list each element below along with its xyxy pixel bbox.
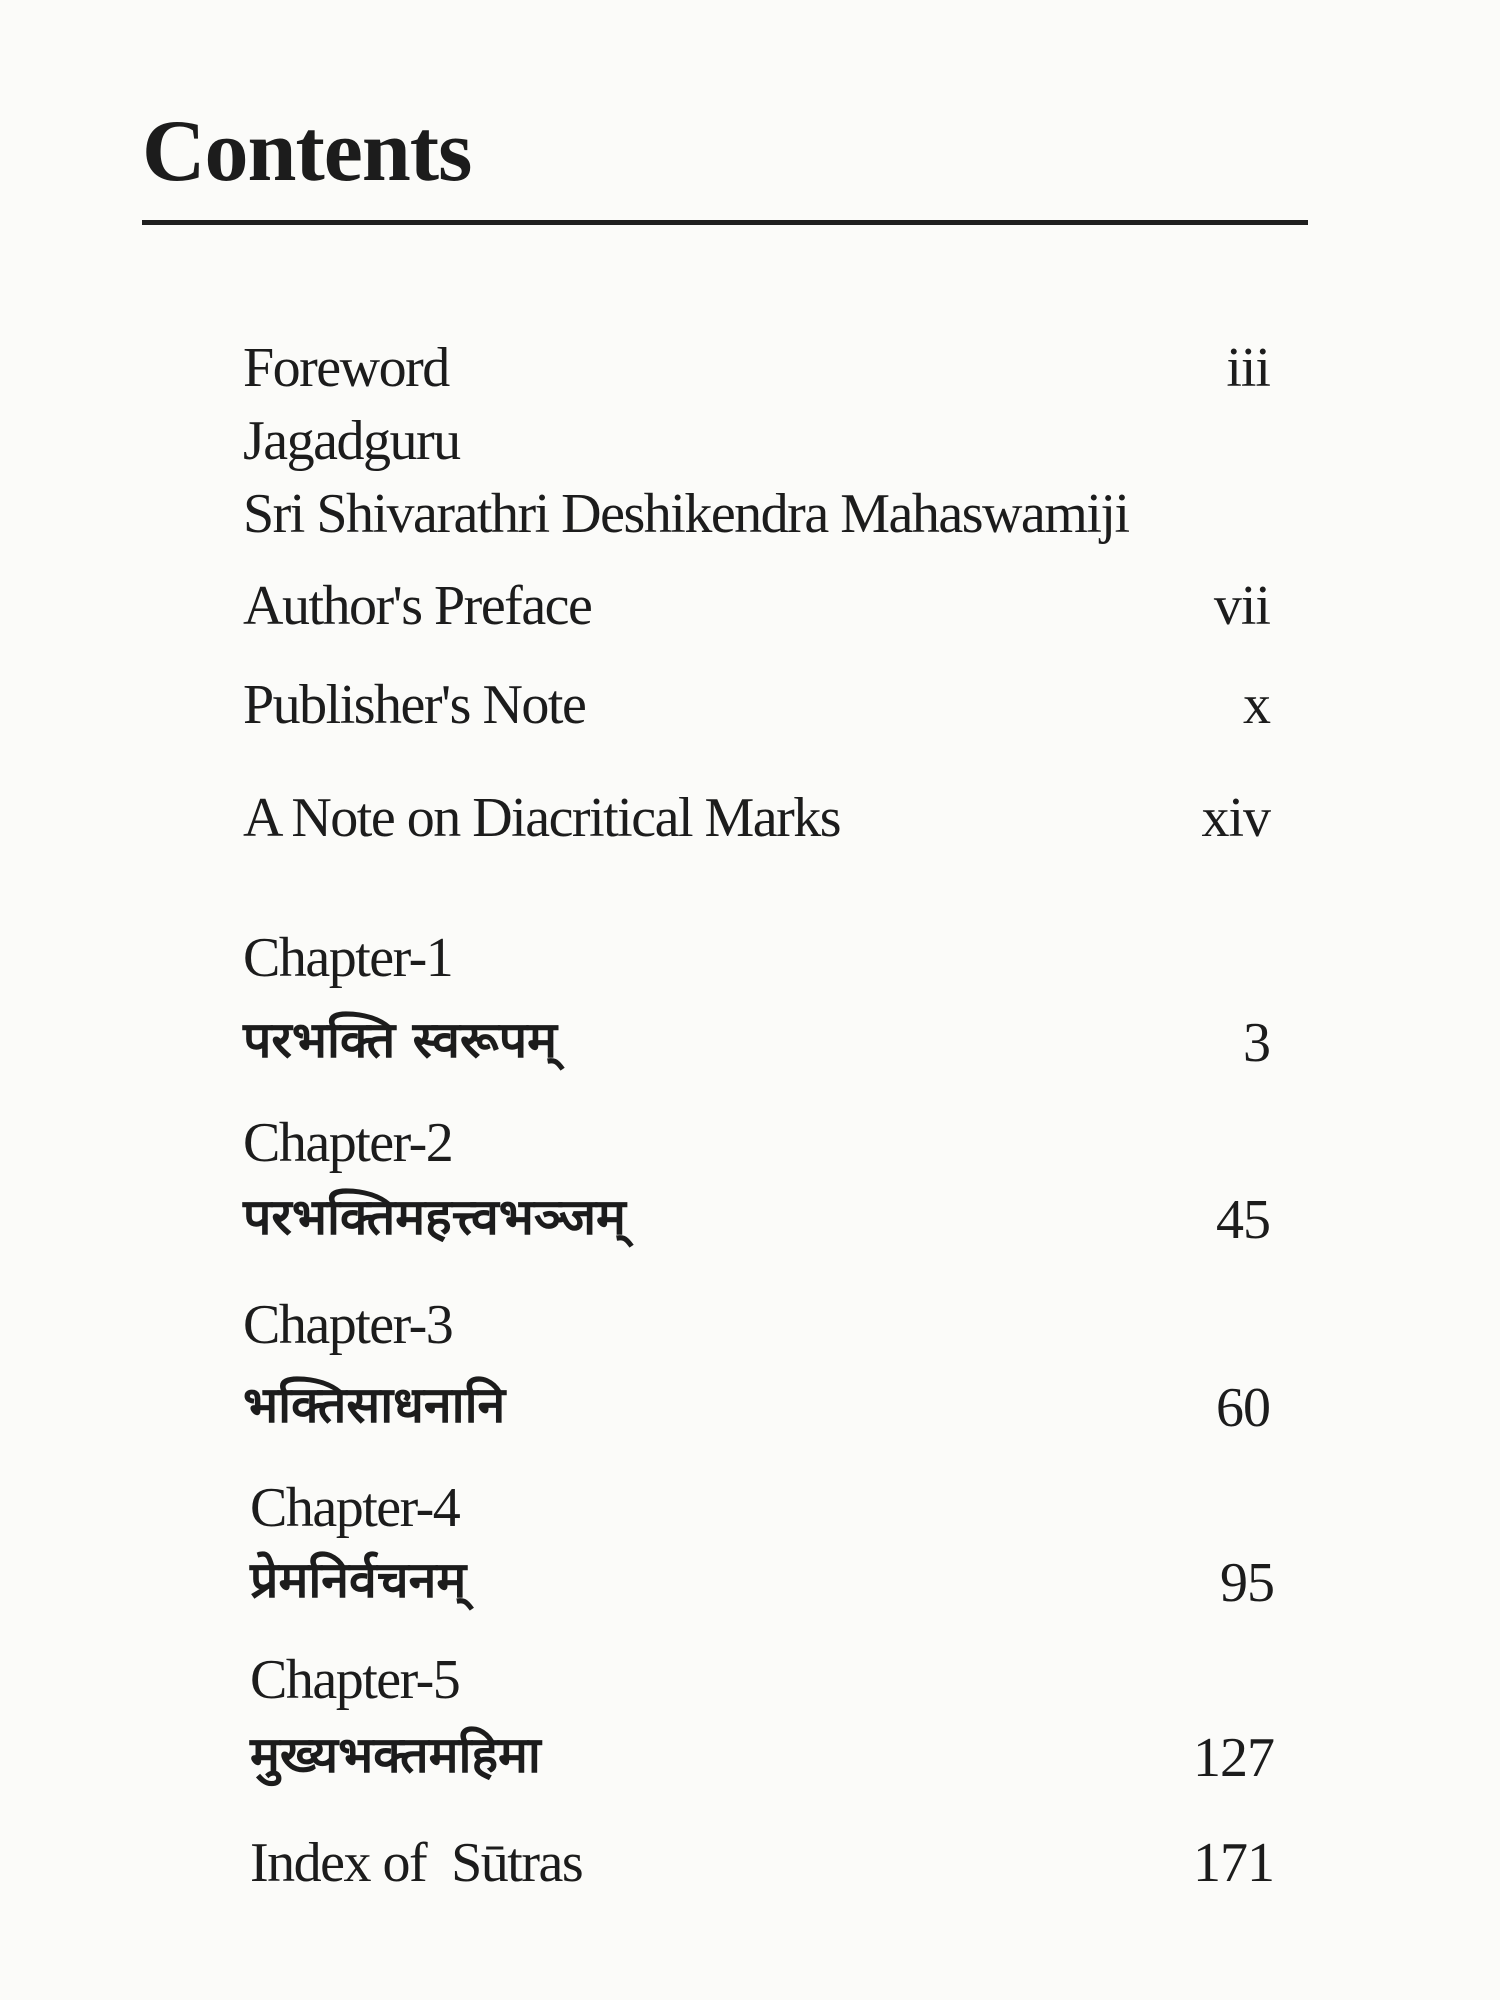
foreword-author-title: Jagadguru [243, 410, 460, 472]
authors-preface-page-number: vii [1213, 575, 1270, 637]
diacritical-marks-note-page-number: xiv [1201, 787, 1270, 849]
title-divider [142, 220, 1308, 225]
chapter-3-title[interactable]: भक्तिसाधनानि [243, 1376, 506, 1434]
chapter-5-heading: Chapter-5 [250, 1649, 460, 1711]
publishers-note-page-number: x [1243, 674, 1270, 736]
chapter-2-title[interactable]: परभक्तिमहत्त्वभञ्जम् [243, 1188, 626, 1246]
publishers-note-label[interactable]: Publisher's Note [243, 674, 586, 736]
chapter-1-title[interactable]: परभक्ति स्वरूपम् [243, 1011, 558, 1069]
chapter-5-page-number: 127 [1193, 1727, 1274, 1789]
chapter-3-page-number: 60 [1216, 1377, 1270, 1439]
chapter-3-heading: Chapter-3 [243, 1294, 453, 1356]
chapter-1-page-number: 3 [1243, 1012, 1270, 1074]
chapter-1-heading: Chapter-1 [243, 927, 453, 989]
diacritical-marks-note-label[interactable]: A Note on Diacritical Marks [243, 787, 841, 849]
page-title: Contents [142, 103, 472, 200]
index-of-sutras-label[interactable]: Index of Sūtras [250, 1832, 583, 1894]
chapter-5-title[interactable]: मुख्यभक्तमहिमा [250, 1726, 541, 1784]
foreword-author-name: Sri Shivarathri Deshikendra Mahaswamiji [243, 483, 1129, 545]
chapter-4-title[interactable]: प्रेमनिर्वचनम् [250, 1551, 467, 1609]
chapter-2-heading: Chapter-2 [243, 1112, 453, 1174]
authors-preface-label[interactable]: Author's Preface [243, 575, 592, 637]
foreword-label[interactable]: Foreword [243, 337, 449, 399]
chapter-4-heading: Chapter-4 [250, 1477, 460, 1539]
foreword-page-number: iii [1226, 337, 1270, 399]
chapter-4-page-number: 95 [1220, 1552, 1274, 1614]
index-of-sutras-page-number: 171 [1193, 1832, 1274, 1894]
chapter-2-page-number: 45 [1216, 1189, 1270, 1251]
